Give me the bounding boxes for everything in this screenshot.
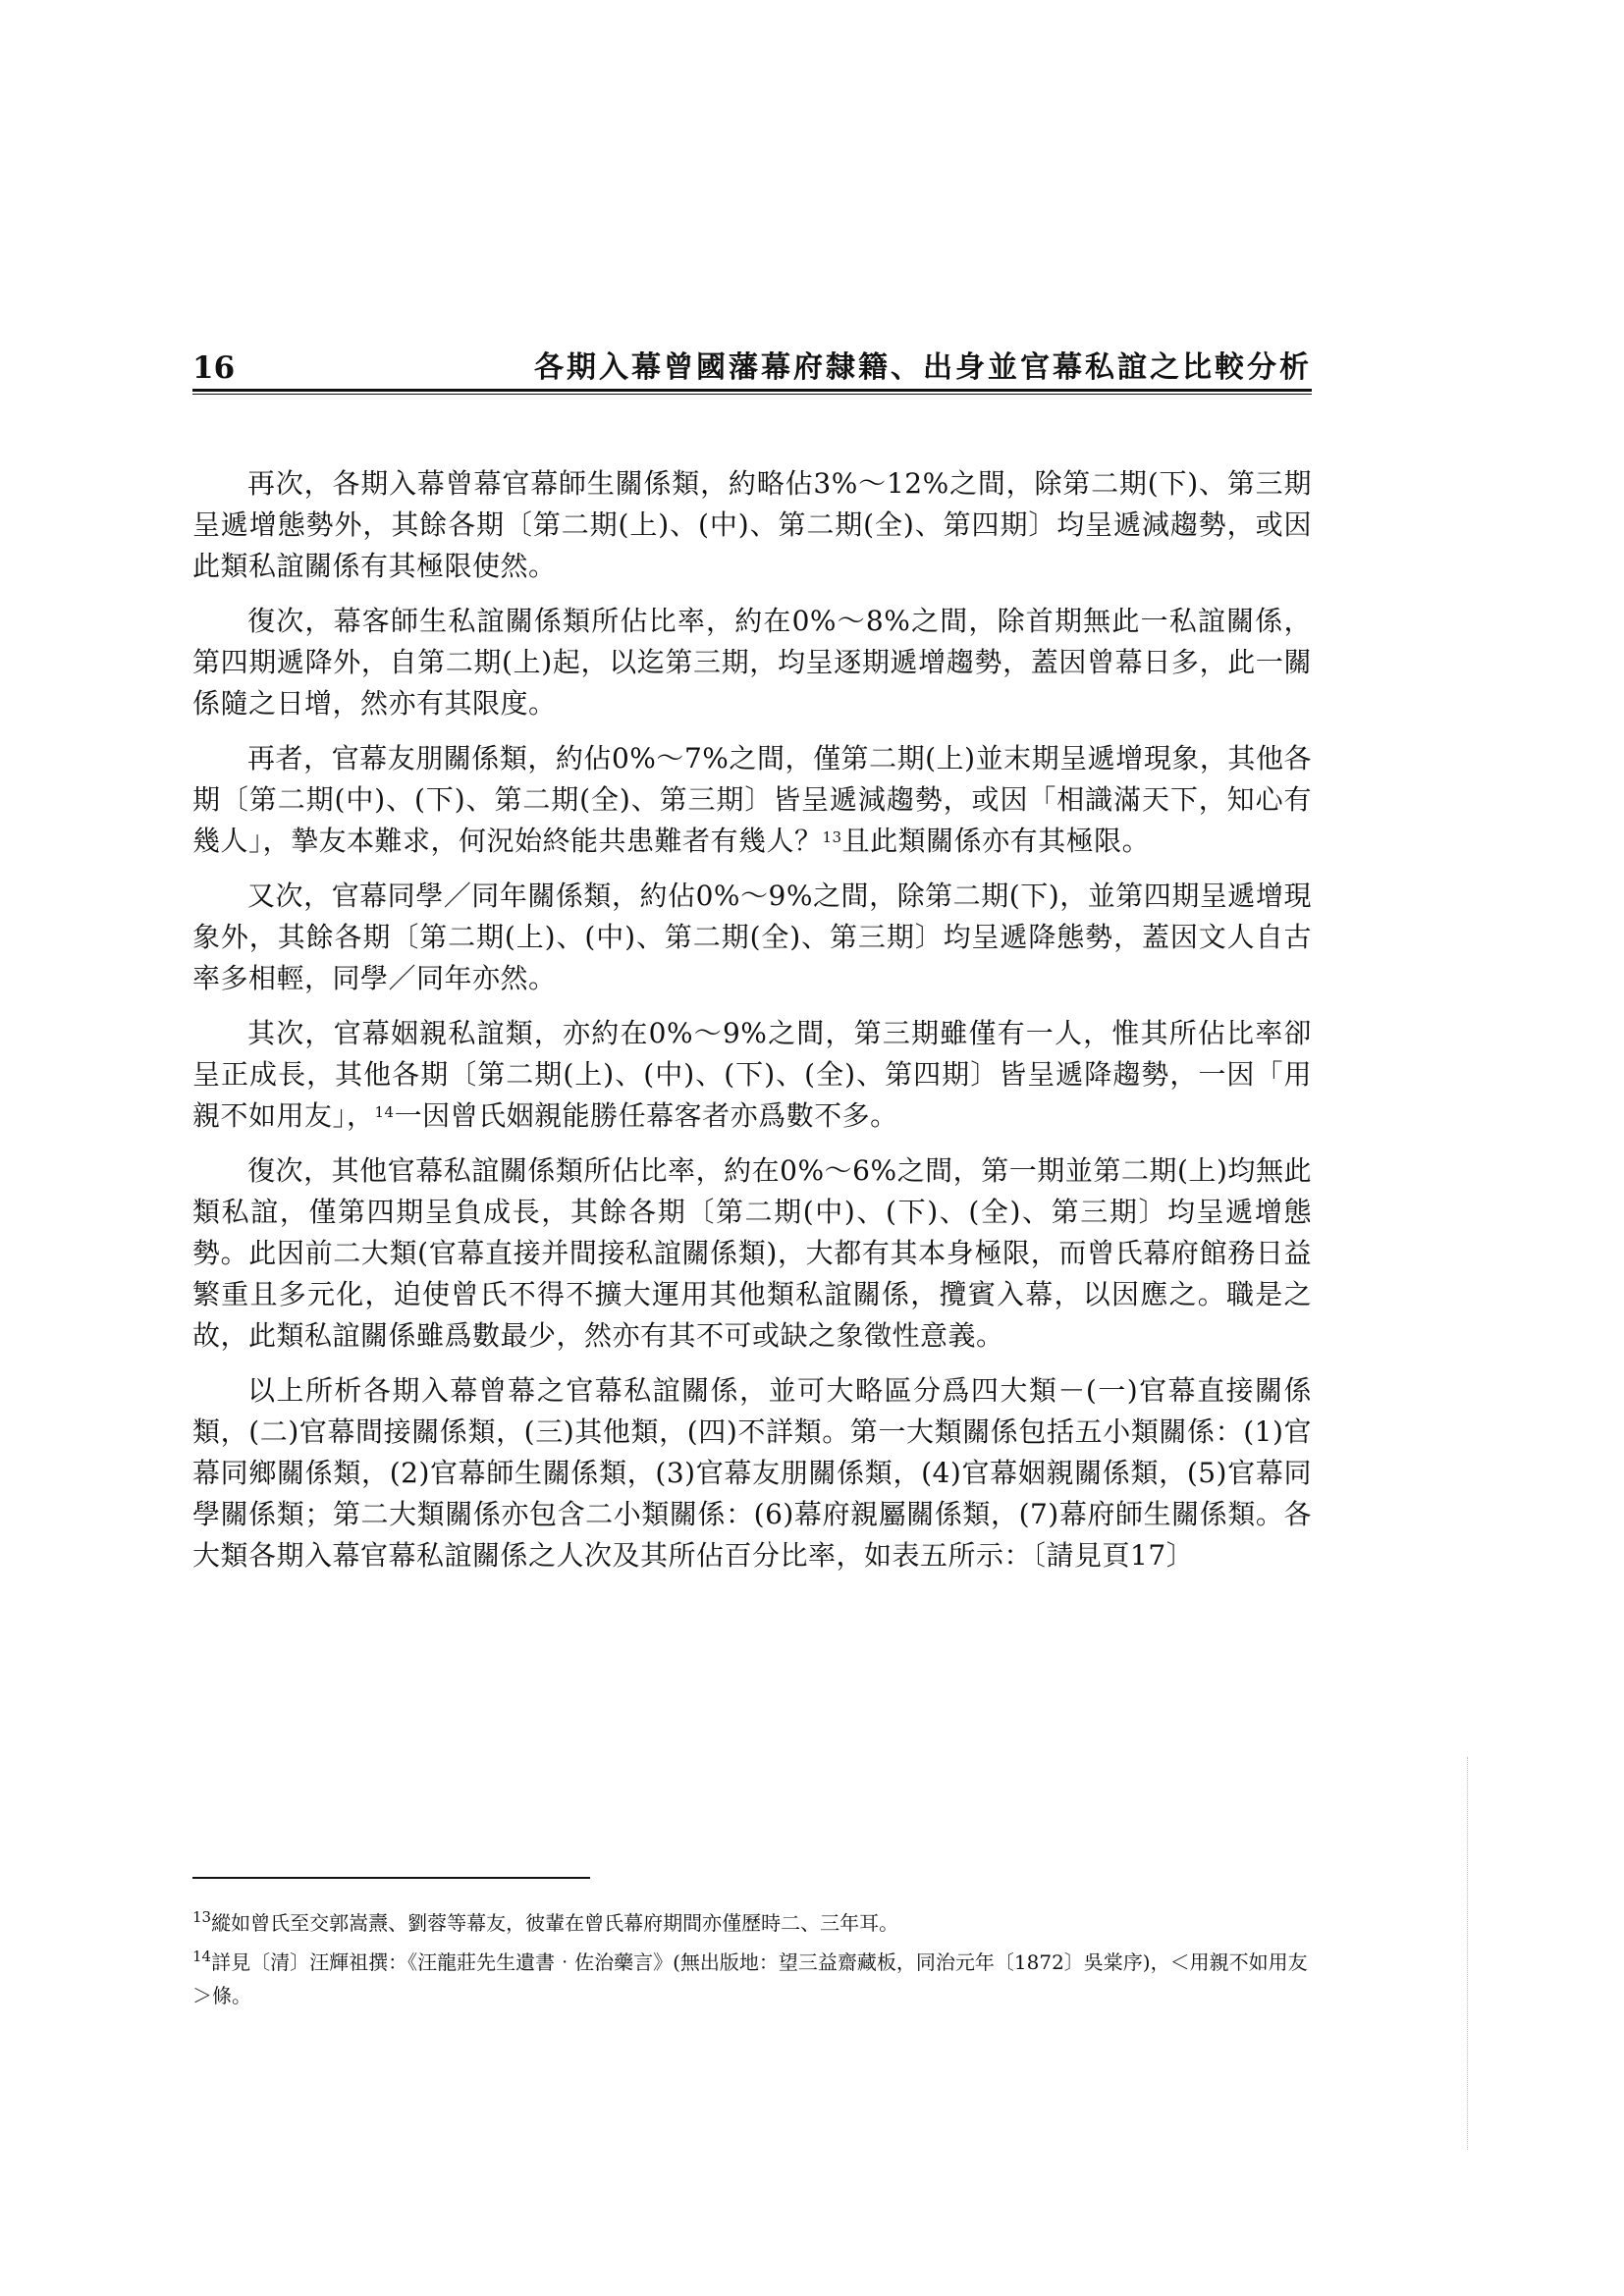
body-text — [192, 463, 1312, 1590]
paragraph: 以上所析各期入幕曾幕之官幕私誼關係，並可大略區分爲四大類－(一)官幕直接關係類，(二)官幕間接關係類，(三)其他類，(四)不詳類。第一大類關係包括五小類關係：(1)官幕同鄉關係類，(2)官幕師生關係類，(3)官幕友朋關係類，(4)官幕姻親關係類，(5)官幕同學關係類；第二大類關係亦包含二小類關係：(6)幕府親屬關係類，(7)幕府師生關係類。各大類各期入幕官幕私誼關係之人次及其所佔百分比率，如表五所示：〔請見頁17〕 — [192, 1374, 1312, 1572]
paragraph: 其次，官幕姻親私誼類，亦約在0%～9%之間，第三期雖僅有一人，惟其所佔比率卻呈正成長，其他各期〔第二期(上)、(中)、(下)、(全)、第四期〕皆呈遞降趨勢，一因「用親不如用友」，$^{14}$一因曾氏姻親能勝任幕客者亦爲數不多。 — [192, 1017, 1312, 1132]
footnote-ref-13[interactable]: 13 — [822, 828, 842, 846]
paragraph: 再次，各期入幕曾幕官幕師生關係類，約略佔3%～12%之間，除第二期(下)、第三期呈遞增態勢外，其餘各期〔第二期(上)、(中)、第二期(全)、第四期〕均呈遞減趨勢，或因此類私誼關係有其極限使然。 — [192, 467, 1312, 582]
footnote-divider — [192, 1877, 590, 1879]
header-rule-thin — [192, 394, 1312, 395]
paragraph: 又次，官幕同學／同年關係類，約佔0%～9%之間，除第二期(下)，並第四期呈遞增現象外，其餘各期〔第二期(上)、(中)、第二期(全)、第三期〕均呈遞降態勢，蓋因文人自古率多相輕，同學／同年亦然。 — [192, 880, 1312, 994]
paragraph: 復次，其他官幕私誼關係類所佔比率，約在0%～6%之間，第一期並第二期(上)均無此類私誼，僅第四期呈負成長，其餘各期〔第二期(中)、(下)、(全)、第三期〕均呈遞增態勢。此因前二大類(官幕直接并間接私誼關係類)，大都有其本身極限，而曾氏幕府館務日益繁重且多元化，迫使曾氏不得不擴大運用其他類私誼關係，攬賓入幕，以因應之。職是之故，此類私誼關係雖爲數最少，然亦有其不可或缺之象徵性意義。 — [192, 1154, 1312, 1352]
footnote-ref-14[interactable]: 14 — [374, 1103, 395, 1121]
page-number: 16 — [192, 350, 236, 386]
running-title: 各期入幕曾國藩幕府隸籍、出身並官幕私誼之比較分析 — [534, 350, 1312, 385]
footnotes — [192, 1906, 1312, 2018]
header-rule — [192, 389, 1312, 392]
scan-edge-mark — [1467, 1757, 1469, 2150]
paragraph: 復次，幕客師生私誼關係類所佔比率，約在0%～8%之間，除首期無此一私誼關係，第四期遞降外，自第二期(上)起，以迄第三期，均呈逐期遞增趨勢，蓋因曾幕日多，此一關係隨之日增，然亦有其限度。 — [192, 605, 1312, 720]
footnote-13: $^{13}$縱如曾氏至交郭嵩燾、劉蓉等幕友，彼輩在曾氏幕府期間亦僅歷時二、三年耳。 — [192, 1908, 899, 1935]
paragraph: 再者，官幕友朋關係類，約佔0%～7%之間，僅第二期(上)並末期呈遞增現象，其他各期〔第二期(中)、(下)、第二期(全)、第三期〕皆呈遞減趨勢，或因「相識滿天下，知心有幾人」，摯友本難求，何況始終能共患難者有幾人？$^{13}$且此類關係亦有其極限。 — [192, 742, 1312, 857]
footnote-14: $^{14}$詳見〔清〕汪輝祖撰：《汪龍莊先生遺書‧佐治藥言》(無出版地：望三益齋藏板，同治元年〔1872〕吳棠序)，＜用親不如用友＞條。 — [192, 1948, 1308, 2007]
page-header — [192, 346, 1312, 391]
